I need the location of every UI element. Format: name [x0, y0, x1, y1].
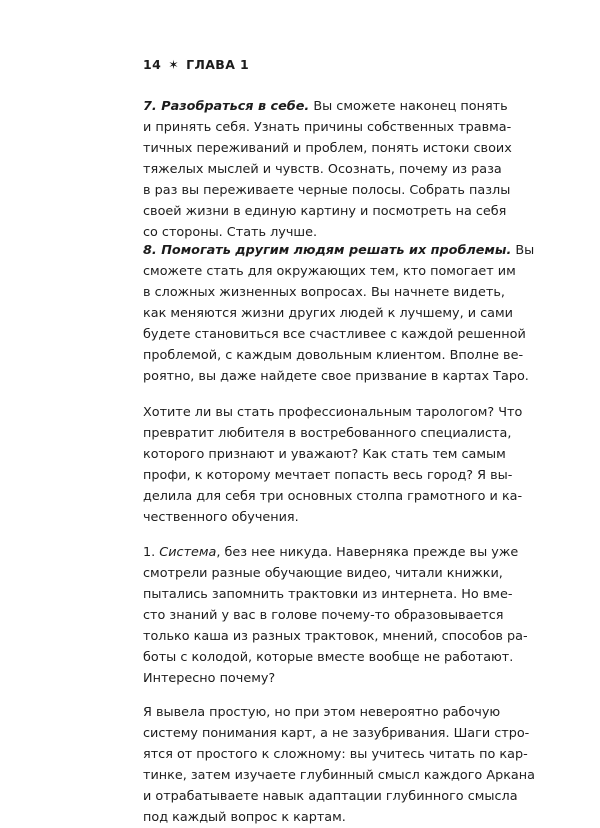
text-line: со стороны. Стать лучше.	[143, 225, 318, 240]
text-line: тинке, затем изучаете глубинный смысл каждого Аркана	[143, 768, 535, 783]
text-line: в раз вы переживаете черные полосы. Собрать пазлы	[143, 183, 511, 198]
text-line: которого признают и уважают? Как стать тем самым	[143, 447, 506, 462]
text-line: делила для себя три основных столпа грамотного и ка-	[143, 489, 523, 504]
star-separator-icon: ✶	[168, 57, 180, 72]
text-line: будете становиться все счастливее с каждой решенной	[143, 327, 526, 342]
text-line: сто знаний у вас в голове почему-то образовывается	[143, 608, 504, 623]
text-line: роятно, вы даже найдете свое призвание в картах Таро.	[143, 369, 529, 384]
text-line: тичных переживаний и проблем, понять истоки своих	[143, 141, 512, 156]
text-line: профи, к которому мечтает попасть весь город? Я вы-	[143, 468, 513, 483]
text-line: и принять себя. Узнать причины собственных травма-	[143, 120, 512, 135]
page-number: 14	[143, 57, 162, 72]
text-line: в сложных жизненных вопросах. Вы начнете видеть,	[143, 285, 505, 300]
paragraph-help-others	[143, 240, 535, 387]
running-header	[143, 57, 249, 72]
text-line: сможете стать для окружающих тем, кто помогает им	[143, 264, 516, 279]
text-line: систему понимания карт, а не зазубривания. Шаги стро-	[143, 726, 530, 741]
term-system: Система	[159, 545, 217, 560]
paragraph-lead: 8. Помогать другим людям решать их проблемы.	[143, 243, 512, 258]
text-line: боты с колодой, которые вместе вообще не работают.	[143, 650, 514, 665]
text-line: 7. Разобраться в себе. Вы сможете наконец понять	[143, 99, 508, 114]
text-line: тяжелых мыслей и чувств. Осознать, почему из раза	[143, 162, 502, 177]
paragraph-self-understanding	[143, 96, 512, 243]
text-line: ятся от простого к сложному: вы учитесь читать по кар-	[143, 747, 528, 762]
text-line: чественного обучения.	[143, 510, 299, 525]
chapter-title: ГЛАВА 1	[186, 57, 250, 72]
text-line: и отрабатываете навык адаптации глубинного смысла	[143, 789, 518, 804]
text-line: Я вывела простую, но при этом невероятно рабочую	[143, 705, 501, 720]
text-line: 1. Система, без нее никуда. Наверняка прежде вы уже	[143, 545, 519, 560]
text-line: проблемой, с каждым довольным клиентом. Вполне ве-	[143, 348, 524, 363]
text-line: Хотите ли вы стать профессиональным тарологом? Что	[143, 405, 523, 420]
text-line: смотрели разные обучающие видео, читали книжки,	[143, 566, 503, 581]
paragraph-intro-question	[143, 402, 523, 528]
text-line: Интересно почему?	[143, 671, 276, 686]
paragraph-lead: 7. Разобраться в себе.	[143, 99, 310, 114]
text-line: как меняются жизни других людей к лучшему, и сами	[143, 306, 513, 321]
text-line: превратит любителя в востребованного специалиста,	[143, 426, 512, 441]
paragraph-method-text	[143, 702, 535, 828]
text-line: под каждый вопрос к картам.	[143, 810, 346, 825]
text-line: своей жизни в единую картину и посмотреть на себя	[143, 204, 507, 219]
text-line: только каша из разных трактовок, мнений, способов ра-	[143, 629, 528, 644]
text-line: 8. Помогать другим людям решать их проблемы. Вы	[143, 243, 535, 258]
paragraph-system	[143, 542, 528, 689]
text-line: пытались запомнить трактовки из интернета. Но вме-	[143, 587, 513, 602]
